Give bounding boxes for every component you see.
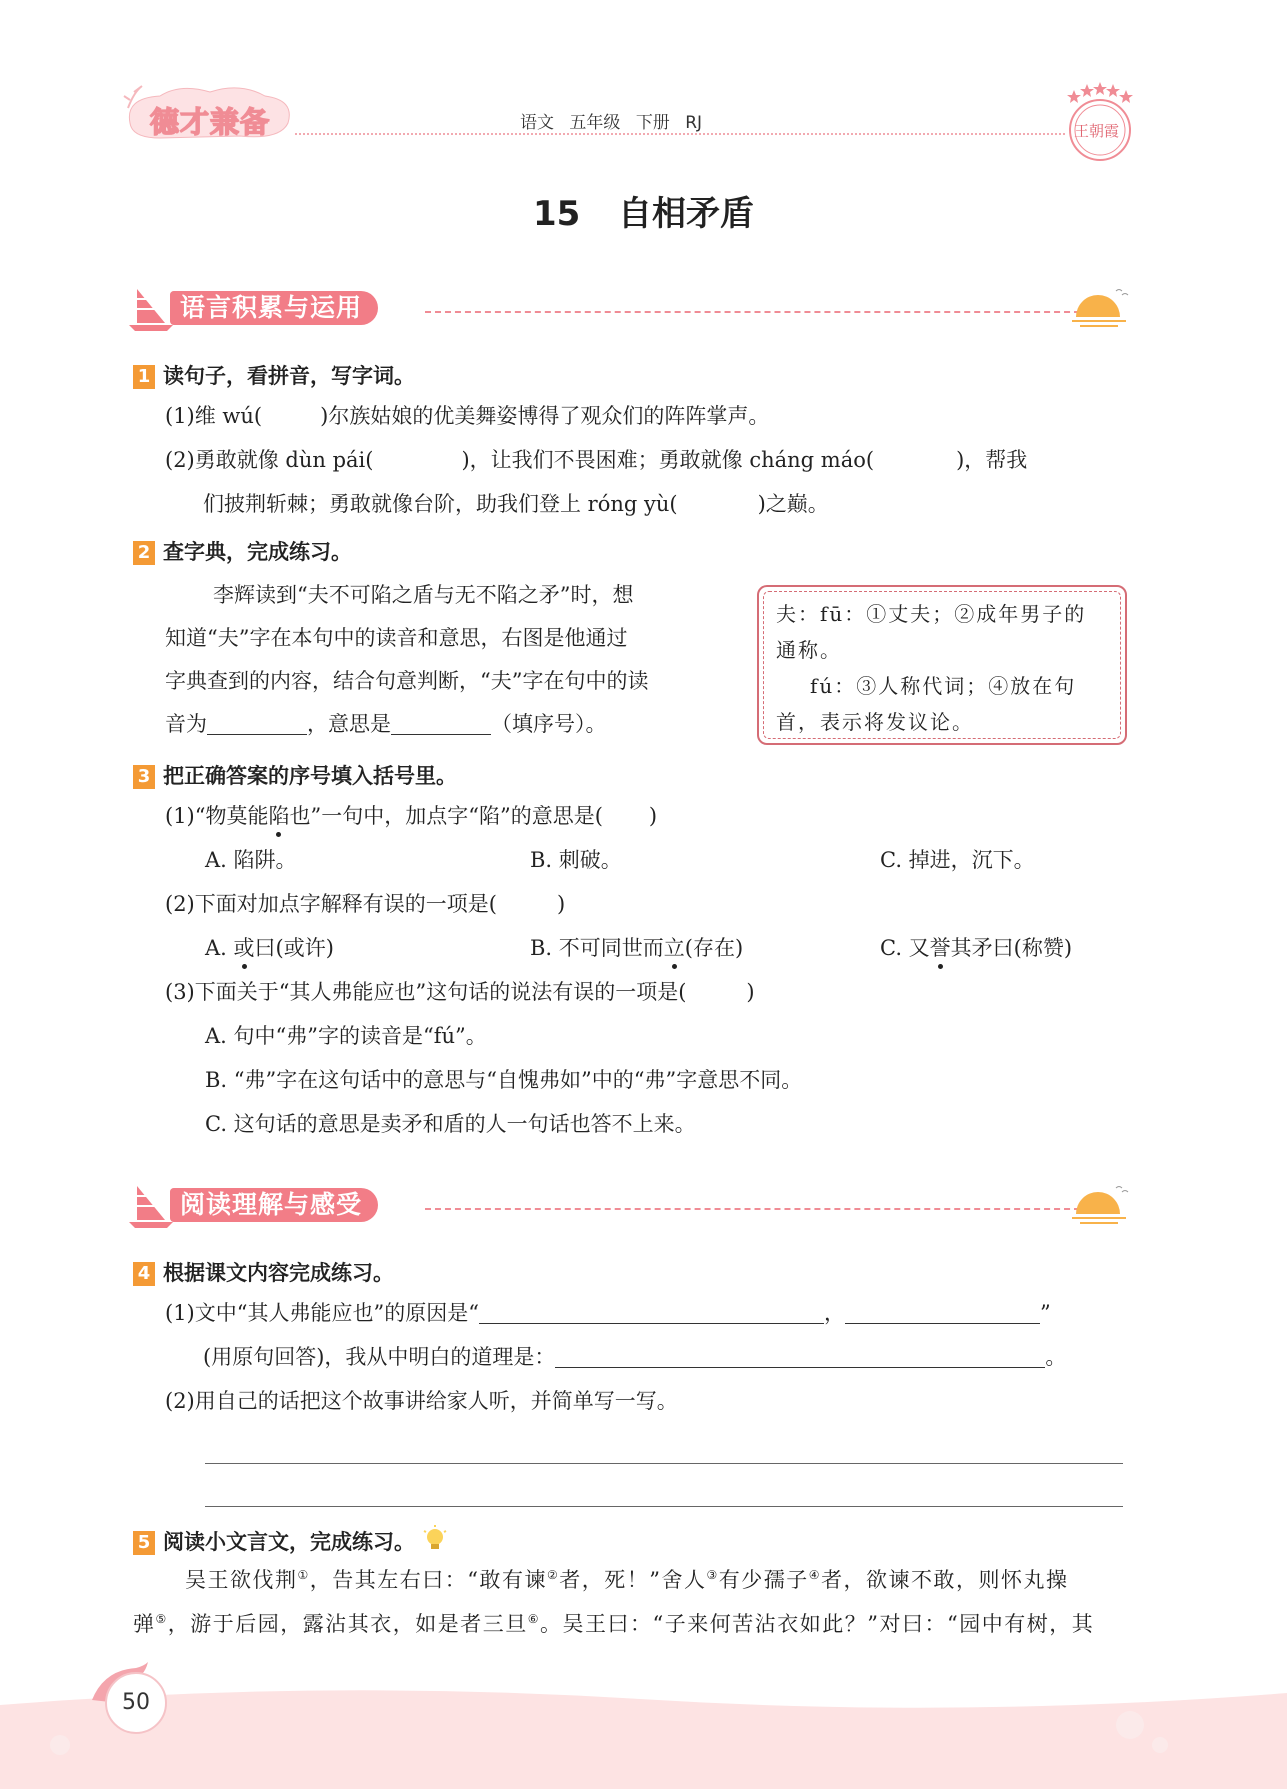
text: 们披荆斩棘；勇敢就像台阶，助我们登上 róng yù( [203, 492, 678, 516]
footnote-marker: ⑤ [155, 1612, 168, 1626]
dictionary-entry-box [757, 585, 1127, 745]
q2-passage [165, 574, 745, 746]
text: ” [1039, 1301, 1051, 1325]
text: ，游于后园，露沾其衣，如是者三旦 [167, 1612, 528, 1636]
text: (用原句回答)，我从中明白的道理是： [203, 1345, 556, 1369]
footnote-marker: ③ [706, 1568, 719, 1582]
question-number: 2 [133, 541, 155, 565]
q3-item-2-option-a[interactable] [205, 936, 334, 961]
question-text: 查字典，完成练习。 [163, 540, 352, 564]
text: (1)“物莫能 [165, 804, 269, 828]
meaning-blank[interactable] [391, 734, 491, 735]
question-1-title [133, 360, 415, 390]
text: 音为 [165, 712, 207, 736]
q3-item-1-option-a[interactable]: A. 陷阱。 [205, 848, 297, 872]
q3-item-3 [165, 980, 755, 1005]
footnote-marker: ⑥ [527, 1612, 541, 1626]
logo-text: 德才兼备 [150, 105, 271, 139]
q3-item-1-option-c[interactable]: C. 掉进，沉下。 [880, 848, 1035, 872]
section-title: 语言积累与运用 [170, 291, 378, 325]
q4-item-2: (2)用自己的话把这个故事讲给家人听，并简单写一写。 [165, 1389, 678, 1413]
q3-item-2 [165, 892, 565, 917]
classical-passage-line-1 [185, 1568, 1069, 1593]
question-5-title [133, 1525, 448, 1556]
text: )，让我们不畏困难；勇敢就像 cháng máo( [461, 448, 875, 472]
q3-item-1 [165, 804, 657, 829]
series-logo [120, 78, 295, 146]
q4-item-1-cont [203, 1345, 1066, 1370]
answer-line[interactable] [205, 1506, 1123, 1507]
question-4-title [133, 1257, 394, 1287]
question-number: 4 [133, 1262, 155, 1286]
dict-line: 首，表示将发议论。 [776, 710, 974, 734]
question-3-title [133, 760, 457, 790]
text: 其矛曰(称赞) [950, 936, 1073, 960]
q3-item-3-option-c[interactable]: C. 这句话的意思是卖矛和盾的人一句话也答不上来。 [205, 1112, 696, 1136]
text: (1)文中“其人弗能应也”的原因是“ [165, 1301, 479, 1325]
text: 。吴王曰：“子来何苦沾衣如此？”对曰：“园中有树，其 [540, 1612, 1095, 1636]
q1-sentence-2 [165, 448, 1027, 473]
section-divider [425, 1208, 1100, 1210]
page-number: 50 [105, 1672, 167, 1734]
dotted-char: 陷 [268, 804, 290, 828]
q3-item-1-option-b[interactable]: B. 刺破。 [530, 848, 622, 872]
section-banner-reading [125, 1182, 1125, 1228]
q3-item-3-option-a[interactable]: A. 句中“弗”字的读音是“fú”。 [205, 1024, 487, 1048]
text: ) [648, 804, 658, 828]
footnote-marker: ① [297, 1568, 310, 1582]
book-info [520, 108, 702, 133]
passage-line [165, 703, 745, 746]
text: 者，死！”舍人 [559, 1568, 707, 1592]
edition-label: RJ [685, 113, 703, 133]
text: ， [823, 1301, 845, 1325]
text: )，帮我 [956, 448, 1028, 472]
question-number: 1 [133, 365, 155, 389]
text: ) [556, 892, 566, 916]
text: C. 又 [880, 936, 930, 960]
dotted-char: 誉 [929, 936, 951, 960]
q1-sentence-1 [165, 404, 769, 429]
text: 吴王欲伐荆 [185, 1568, 298, 1592]
footnote-marker: ② [547, 1568, 560, 1582]
text: 者，欲谏不敢，则怀丸操 [821, 1568, 1069, 1592]
text: )之巅。 [757, 492, 829, 516]
passage-line: 李辉读到“夫不可陷之盾与无不陷之矛”时，想 [213, 583, 634, 607]
answer-blank[interactable] [479, 1323, 824, 1324]
text: (存在) [684, 936, 744, 960]
question-2-title [133, 536, 352, 566]
text: 也”一句中，加点字“陷”的意思是( [289, 804, 603, 828]
dict-line: fú：③人称代词；④放在句 [810, 674, 1077, 698]
text: （填序号）。 [491, 712, 607, 736]
dotted-char: 或 [233, 936, 255, 960]
text: ) [746, 980, 755, 1004]
pronunciation-blank[interactable] [207, 734, 307, 735]
text: 有少孺子 [718, 1568, 809, 1592]
subject-label: 语文 [520, 113, 554, 133]
text: 弹 [133, 1612, 156, 1636]
lesson-title [0, 186, 1287, 235]
text: B. 不可同世而 [530, 936, 664, 960]
sunset-icon [1070, 1182, 1130, 1228]
footnote-marker: ④ [808, 1568, 822, 1582]
dotted-char: 立 [663, 936, 685, 960]
section-banner-accumulation [125, 285, 1125, 331]
section-title: 阅读理解与感受 [170, 1188, 378, 1222]
brand-seal [1060, 78, 1140, 166]
q3-item-2-option-b[interactable] [530, 936, 743, 961]
question-number: 5 [133, 1531, 155, 1555]
q4-item-1 [165, 1301, 1051, 1326]
text: ，告其左右曰：“敢有谏 [309, 1568, 548, 1592]
question-text: 读句子，看拼音，写字词。 [163, 364, 415, 388]
footer-wave-decoration [0, 1685, 1287, 1789]
answer-blank[interactable] [845, 1323, 1040, 1324]
grade-label: 五年级 [569, 113, 621, 133]
header-divider [295, 133, 1065, 135]
sunset-icon [1070, 285, 1130, 331]
passage-line: 字典查到的内容，结合句意判断，“夫”字在句中的读 [165, 669, 649, 693]
lightbulb-icon [422, 1525, 448, 1553]
volume-label: 下册 [635, 113, 670, 133]
text: 。 [1045, 1345, 1067, 1369]
dict-line: 夫：fū：①丈夫；②成年男子的 [776, 602, 1087, 626]
dictionary-entry [763, 591, 1121, 739]
answer-line[interactable] [205, 1463, 1123, 1464]
q3-item-2-option-c[interactable] [880, 936, 1072, 961]
text: (3)下面关于“其人弗能应也”这句话的说法有误的一项是( [165, 980, 687, 1004]
question-text: 把正确答案的序号填入括号里。 [163, 764, 457, 788]
seal-text: 王朝霞 [1074, 122, 1120, 140]
text: A. [205, 936, 234, 960]
text: ，意思是 [307, 712, 391, 736]
text: (1)维 wú( [165, 404, 263, 428]
lesson-name: 自相矛盾 [618, 194, 754, 234]
q1-sentence-2-cont [203, 492, 829, 517]
q3-item-3-option-b[interactable]: B. “弗”字在这句话中的意思与“自愧弗如”中的“弗”字意思不同。 [205, 1068, 803, 1092]
lesson-number: 15 [532, 194, 581, 234]
text: )尔族姑娘的优美舞姿博得了观众们的阵阵掌声。 [320, 404, 770, 428]
dict-line: 通称。 [776, 638, 842, 662]
section-divider [425, 311, 1100, 313]
passage-line: 知道“夫”字在本句中的读音和意思，右图是他通过 [165, 626, 628, 650]
answer-blank[interactable] [555, 1367, 1045, 1368]
text: (2)勇敢就像 dùn pái( [165, 448, 374, 472]
text: 曰(或许) [254, 936, 334, 960]
text: (2)下面对加点字解释有误的一项是( [165, 892, 497, 916]
question-number: 3 [133, 765, 155, 789]
classical-passage-line-2 [133, 1612, 1094, 1637]
question-text: 阅读小文言文，完成练习。 [163, 1530, 415, 1554]
question-text: 根据课文内容完成练习。 [163, 1261, 394, 1285]
